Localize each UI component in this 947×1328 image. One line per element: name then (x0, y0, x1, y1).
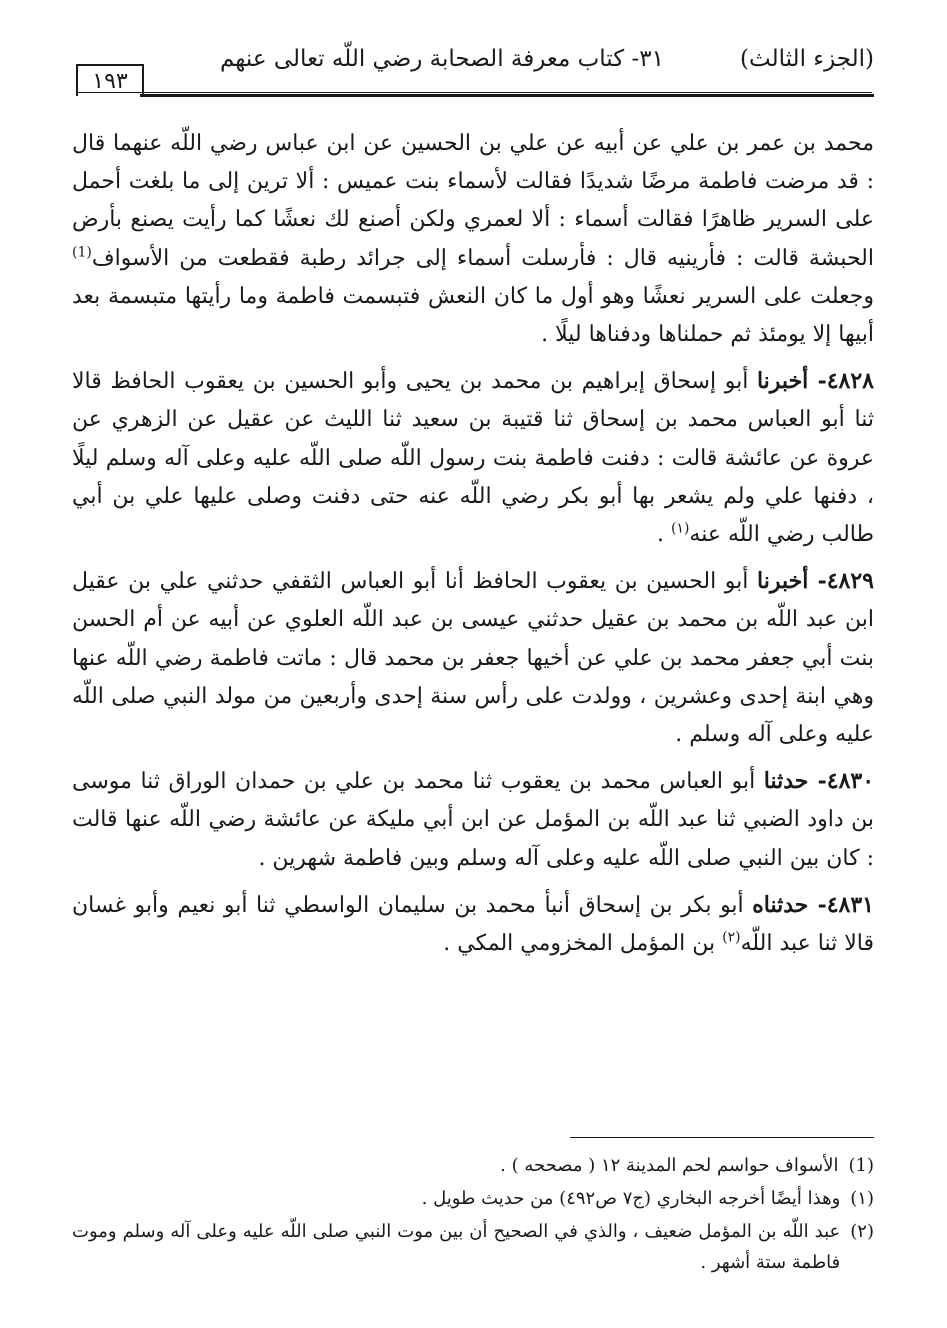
chapter-title: ٣١- كتاب معرفة الصحابة رضي اللّه تعالى عنهم (220, 46, 664, 72)
hadith-number: ٤٨٢٨- (808, 368, 874, 395)
hadith-keyword: حدثناه (752, 891, 809, 918)
hadith-4828: ٤٨٢٨- أخبرنا أبو إسحاق إبراهيم بن محمد بن يحيى وأبو الحسين بن يعقوب الحافظ قالا ثنا أبو العباس محمد بن إسحاق ثنا قتيبة بن سعيد ثنا الليث عن عقيل عن الزهري عن عروة عن عائشة قالت : دفنت فاطمة بنت رسول اللّه صلى اللّه عليه وعلى آله وسلم ليلًا ، دفنها علي ولم يشعر بها أبو بكر رضي اللّه عنه حتى دفنت وصلى عليها علي بن أبي طالب رضي اللّه عنه$^{(١)}$ . (72, 368, 874, 548)
footnote-mark: (١) (850, 1188, 874, 1209)
footnote-text: الأسواف حواسم لحم المدينة ١٢ ( مصححه ) . (500, 1155, 839, 1176)
volume-label: (الجزء الثالث) (740, 46, 874, 72)
hadith-4831: ٤٨٣١- حدثناه أبو بكر بن إسحاق أنبأ محمد بن سليمان الواسطي ثنا أبو نعيم وأبو غسان قالا ثنا عبد اللّه$^{(٢)}$ بن المؤمل المخزومي المكي . (72, 891, 874, 957)
hadith-number: ٤٨٢٩- (808, 568, 874, 595)
footnote-mark: (1) (848, 1155, 874, 1176)
hadith-number: ٤٨٣٠- (808, 768, 875, 795)
page-header (68, 42, 874, 94)
footnote-item (72, 1216, 874, 1278)
hadith-4829: ٤٨٢٩- أخبرنا أبو الحسين بن يعقوب الحافظ أنا أبو العباس الثقفي حدثني علي بن عقيل ابن عبد اللّه بن محمد بن عقيل حدثني عيسى بن عبد اللّه العلوي عن أبيه عن أم الحسن بنت أبي جعفر محمد بن علي عن أخيها جعفر بن محمد قال : ماتت فاطمة رضي اللّه عنها وهي ابنة إحدى وعشرين ، وولدت على رأس سنة إحدى وأربعين من مولد النبي صلى اللّه عليه وعلى آله وسلم . (72, 568, 874, 748)
footnote-text: وهذا أيضًا أخرجه البخاري (ج٧ ص٤٩٢) من حديث طويل . (421, 1188, 841, 1209)
hadith-keyword: أخبرنا (757, 568, 809, 595)
footnote-separator (570, 1137, 874, 1138)
header-rule-thin (76, 92, 872, 93)
footnote-item (72, 1183, 874, 1214)
paragraph-continuation: محمد بن عمر بن علي عن أبيه عن علي بن الحسين عن ابن عباس رضي اللّه عنهما قال : قد مرضت فاطمة مرضًا شديدًا فقالت لأسماء بنت عميس : ألا ترين إلى ما بلغت أحمل على السرير ظاهرًا فقالت أسماء : ألا لعمري ولكن أصنع لك نعشًا كما رأيت يصنع بأرض الحبشة قالت : فأرينيه قال : فأرسلت أسماء إلى جرائد رطبة فقطعت من الأسواف$^{(1)}$ وجعلت على السرير نعشًا وهو أول ما كان النعش فتبسمت فاطمة وما رأيتها متبسمة بعد أبيها إلا يومئذ ثم حملناها ودفناها ليلًا . (72, 131, 874, 348)
footnote-ref[interactable]: (١) (670, 520, 690, 537)
page-number: ١٩٣ (76, 64, 144, 96)
header-rule (140, 94, 874, 97)
footnote-text: عبد اللّه بن المؤمل ضعيف ، والذي في الصحيح أن بين موت النبي صلى اللّه عليه وعلى آله وسلم وموت فاطمة ستة أشهر . (72, 1221, 841, 1273)
hadith-keyword: أخبرنا (756, 368, 809, 395)
hadith-4830: ٤٨٣٠- حدثنا أبو العباس محمد بن يعقوب ثنا محمد بن علي بن حمدان الوراق ثنا موسى بن داود الضبي ثنا عبد اللّه بن المؤمل عن ابن أبي مليكة عن عائشة رضي اللّه عنها قالت : كان بين النبي صلى اللّه عليه وعلى آله وسلم وبين فاطمة شهرين . (72, 768, 875, 871)
footnote-item (72, 1150, 874, 1181)
footnote-ref[interactable]: (٢) (722, 929, 741, 946)
footnotes (72, 1150, 874, 1280)
hadith-keyword: حدثنا (763, 768, 809, 795)
footnote-ref[interactable]: (1) (72, 244, 92, 261)
footnote-mark: (٢) (850, 1221, 874, 1242)
main-text (72, 125, 874, 971)
hadith-number: ٤٨٣١- (808, 891, 874, 918)
